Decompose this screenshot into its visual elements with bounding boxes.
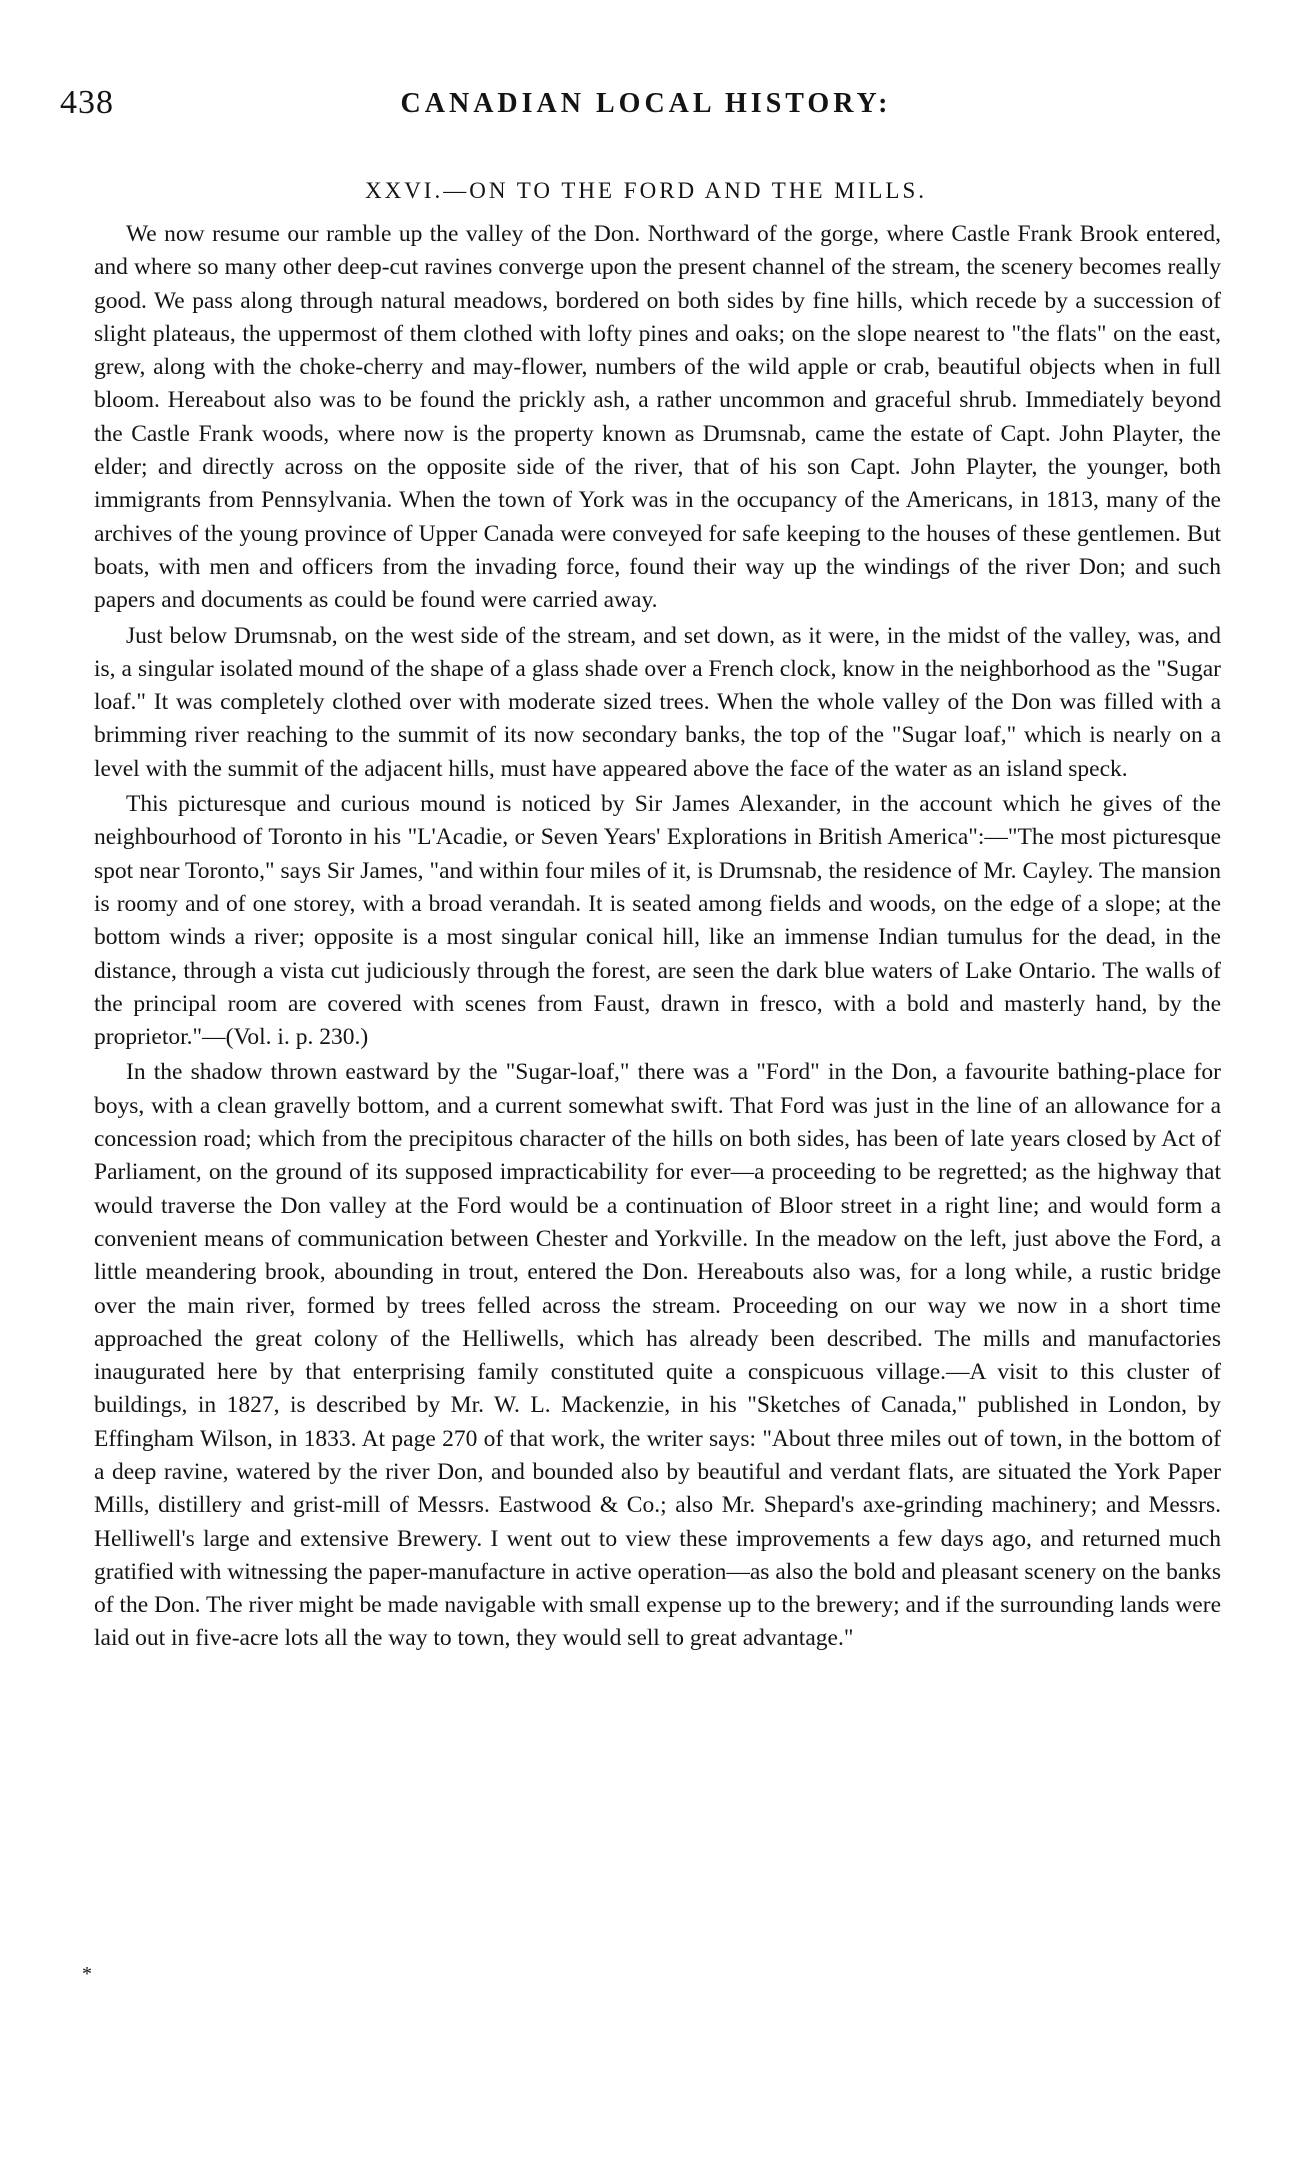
chapter-heading: XXVI.—ON TO THE FORD AND THE MILLS. — [364, 178, 928, 203]
paragraph: We now resume our ramble up the valley of the Don. Northward of the gorge, where Castle Frank Brook entered, and where so many other deep-cut ravines converge upon the present channel of the stream, the scenery becomes really good. We pass along through natural meadows, bordered on both sides by fine hills, which recede by a succession of slight plateaus, the uppermost of them clothed with lofty pines and oaks; on the slope nearest to "the flats" on the east, grew, along with the choke-cherry and may-flower, numbers of the wild apple or crab, beautiful objects when in full bloom. Hereabout also was to be found the prickly ash, a rather uncommon and graceful shrub. Immediately beyond the Castle Frank woods, where now is the property known as Drumsnab, came the estate of Capt. John Playter, the elder; and directly across on the opposite side of the river, that of his son Capt. John Playter, the younger, both immigrants from Pennsylvania. When the town of York was in the occupancy of the Americans, in 1813, many of the archives of the young province of Upper Canada were conveyed for safe keeping to the houses of these gentlemen. But boats, with men and officers from the invading force, found their way up the windings of the river Don; and such papers and documents as could be found were carried away. — [94, 221, 1221, 614]
paragraph: In the shadow thrown eastward by the "Sugar-loaf," there was a "Ford" in the Don, a favourite bathing-place for boys, with a clean gravelly bottom, and a current somewhat swift. That Ford was just in the line of an allowance for a concession road; which from the precipitous character of the hills on both sides, has been of late years closed by Act of Parliament, on the ground of its supposed impracticability for ever—a proceeding to be regretted; as the highway that would traverse the Don valley at the Ford would be a continuation of Bloor street in a right line; and would form a convenient means of communication between Chester and Yorkville. In the meadow on the left, just above the Ford, a little meandering brook, abounding in trout, entered the Don. Hereabouts also was, for a long while, a rustic bridge over the main river, formed by trees felled across the stream. Proceeding on our way we now in a short time approached the great colony of the Helliwells, which has already been described. The mills and manufactories inaugurated here by that enterprising family constituted quite a conspicuous village.—A visit to this cluster of buildings, in 1827, is described by Mr. W. L. Mackenzie, in his "Sketches of Canada," published in London, by Effingham Wilson, in 1833. At page 270 of that work, the writer says: "About three miles out of town, in the bottom of a deep ravine, watered by the river Don, and bounded also by beautiful and verdant flats, are situated the York Paper Mills, distillery and grist-mill of Messrs. Eastwood & Co.; also Mr. Shepard's axe-grinding machinery; and Messrs. Helliwell's large and extensive Brewery. I went out to view these improvements a few days ago, and returned much gratified with witnessing the paper-manufacture in active operation—as also the bold and pleasant scenery on the banks of the Don. The river might be made navigable with small expense up to the brewery; and if the surrounding lands were laid out in five-acre lots all the way to town, they would sell to great advantage." — [94, 1059, 1221, 1652]
running-title: CANADIAN LOCAL HISTORY: — [400, 88, 892, 119]
page-number: 438 — [60, 84, 114, 121]
paragraph: This picturesque and curious mound is noticed by Sir James Alexander, in the account which he gives of the neighbourhood of Toronto in his "L'Acadie, or Seven Years' Explorations in British America":—"The most picturesque spot near Toronto," says Sir James, "and within four miles of it, is Drumsnab, the residence of Mr. Cayley. The mansion is roomy and of one storey, with a broad verandah. It is seated among fields and woods, on the edge of a slope; at the bottom winds a river; opposite is a most singular conical hill, like an immense Indian tumulus for the dead, in the distance, through a vista cut judiciously through the forest, are seen the dark blue waters of Lake Ontario. The walls of the principal room are covered with scenes from Faust, drawn in fresco, with a bold and masterly hand, by the proprietor."—(Vol. i. p. 230.) — [94, 791, 1221, 1051]
running-head — [60, 80, 1232, 126]
footnote-mark: * — [82, 1963, 92, 1985]
paragraph: Just below Drumsnab, on the west side of the stream, and set down, as it were, in the midst of the valley, was, and is, a singular isolated mound of the shape of a glass shade over a French clock, know in the neighborhood as the "Sugar loaf." It was completely clothed over with moderate sized trees. When the whole valley of the Don was filled with a brimming river reaching to the summit of its now secondary banks, the top of the "Sugar loaf," which is nearly on a level with the summit of the adjacent hills, must have appeared above the face of the water as an island speck. — [94, 622, 1221, 782]
body-text — [94, 218, 1221, 1658]
